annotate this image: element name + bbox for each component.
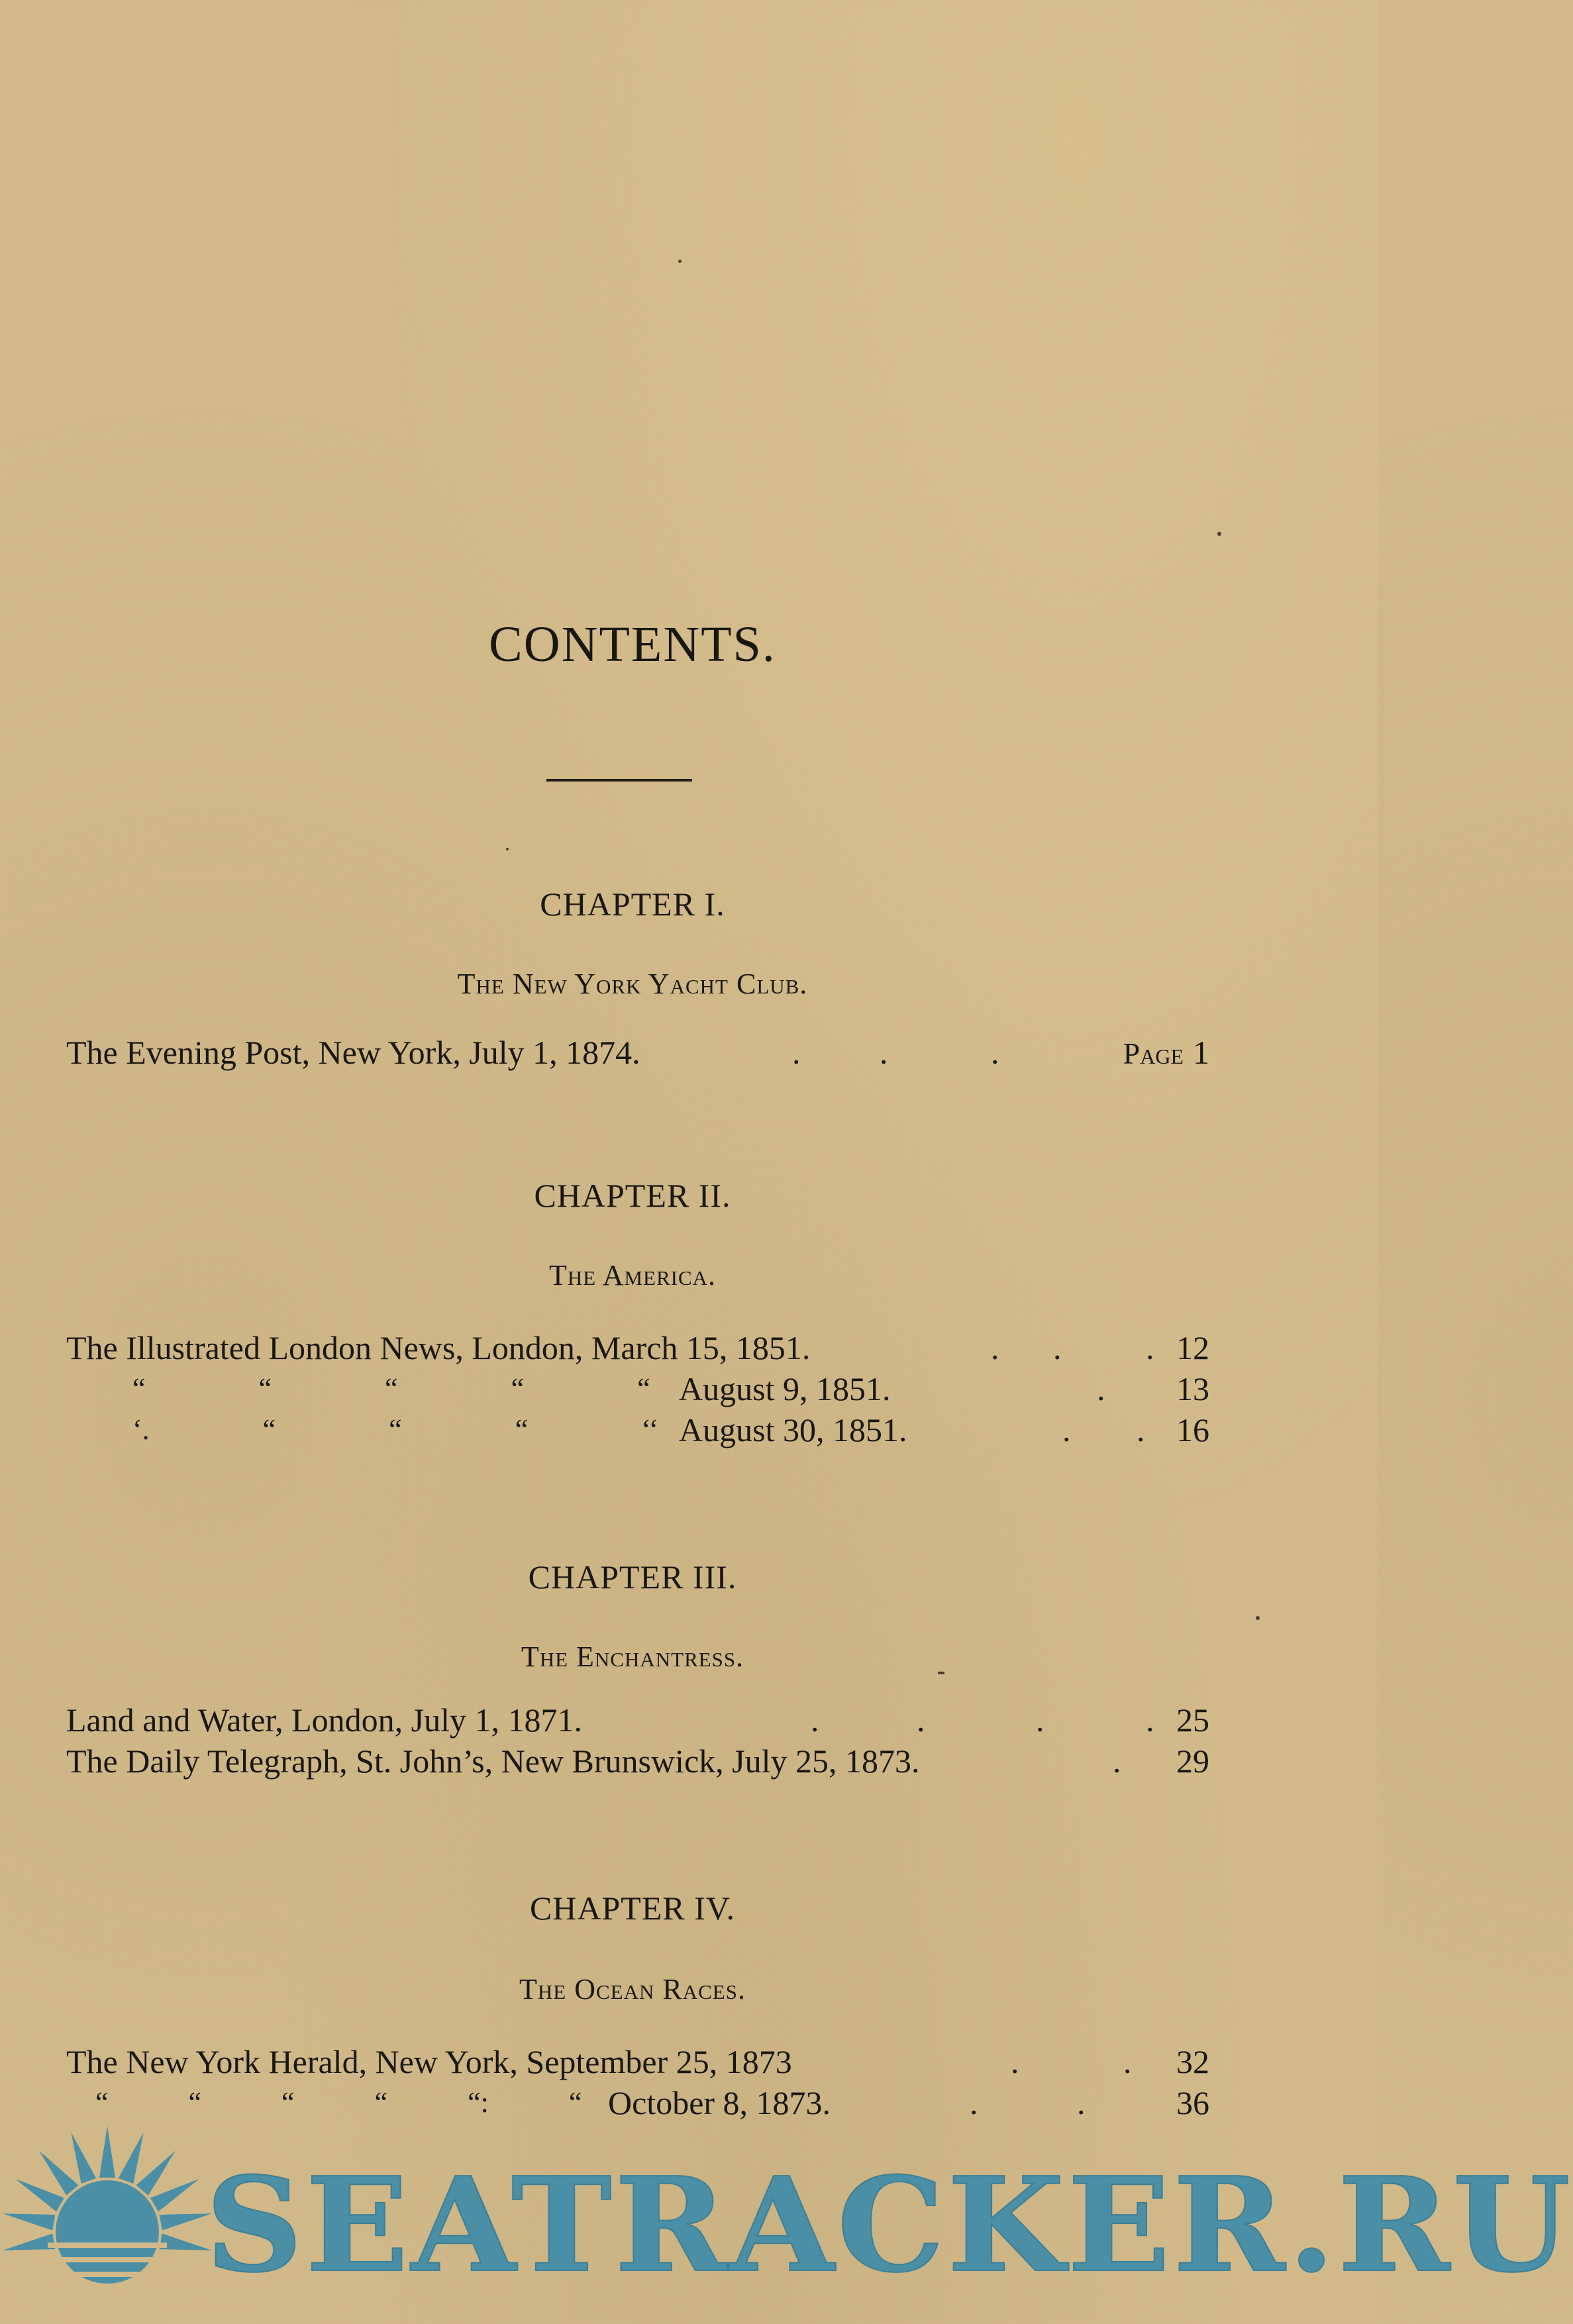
entry-source: The Illustrated London News, London, March 15, 1851. [66, 1329, 811, 1366]
paper-speck [678, 260, 682, 263]
leader-dot: . [1036, 1701, 1044, 1739]
leader-dot: . [1097, 1370, 1105, 1407]
leader-dot: . [1146, 1329, 1154, 1366]
leader-dot: . [880, 1034, 888, 1071]
entry-page: 36 [1176, 2084, 1209, 2121]
leader-dot: . [811, 1701, 819, 1739]
entry-source: October 8, 1873. [608, 2084, 831, 2121]
entry-page: 12 [1176, 1329, 1209, 1366]
paper-speck [506, 848, 509, 850]
entry-source: The New York Herald, New York, September 25, 1873 [66, 2043, 792, 2080]
entry-page: 32 [1176, 2043, 1209, 2080]
chapter-4-heading: CHAPTER IV. [529, 1890, 736, 1927]
entry-source: The Evening Post, New York, July 1, 1874. [66, 1034, 640, 1071]
sun-icon [8, 2126, 207, 2311]
toc-entry [66, 1368, 1209, 1409]
toc-entry [66, 1327, 1209, 1368]
chapter-2-subtitle: The America. [548, 1259, 717, 1291]
page-prefix: Page [1123, 1036, 1184, 1070]
entry-source: August 30, 1851. [679, 1411, 907, 1448]
page-number: 1 [1193, 1034, 1209, 1071]
site-watermark [0, 2106, 1573, 2324]
paper-speck [1256, 1616, 1260, 1620]
ditto-marks: “ “ “ “ “: “ [95, 2086, 582, 2119]
toc-entry [66, 1741, 1209, 1782]
toc-entry [66, 1699, 1209, 1741]
leader-dot: . [991, 1034, 999, 1071]
leader-dot: . [917, 1701, 925, 1739]
leader-dot: . [991, 1329, 999, 1366]
watermark-text: SEATRACKER.RU [205, 2149, 1573, 2301]
ditto-marks: ‘. “ “ “ ‘‘ [132, 1413, 659, 1446]
leader-dot: . [792, 1034, 801, 1071]
chapter-4-subtitle: The Ocean Races. [519, 1973, 746, 2005]
entry-page: 13 [1176, 1370, 1209, 1407]
leader-dot: . [1123, 2043, 1132, 2080]
chapter-1-subtitle: The New York Yacht Club. [457, 968, 808, 1000]
leader-dot: . [1113, 1743, 1121, 1780]
leader-dot: . [1146, 1701, 1154, 1739]
title-rule [546, 779, 692, 782]
entry-source: Land and Water, London, July 1, 1871. [66, 1701, 583, 1739]
toc-entry [66, 1409, 1209, 1450]
ditto-marks: “ “ “ “ “ [132, 1372, 650, 1405]
leader-dot: . [1077, 2084, 1086, 2121]
paper-speck [938, 1672, 944, 1674]
entry-source: August 9, 1851. [679, 1370, 891, 1407]
entry-page: 29 [1176, 1743, 1209, 1780]
entry-source: The Daily Telegraph, St. John’s, New Brunswick, July 25, 1873. [66, 1743, 920, 1780]
entry-page [1123, 1032, 1209, 1074]
toc-entry [66, 2041, 1209, 2082]
chapter-3-heading: CHAPTER III. [528, 1558, 737, 1595]
paper-speck [1217, 532, 1221, 536]
leader-dot: . [1053, 1329, 1062, 1366]
page-title: CONTENTS. [489, 617, 776, 672]
chapter-3-subtitle: The Enchantress. [521, 1641, 744, 1673]
entry-page: 25 [1176, 1701, 1209, 1739]
chapter-1-heading: CHAPTER I. [540, 885, 725, 923]
leader-dot: . [1011, 2043, 1019, 2080]
leader-dot: . [1062, 1411, 1071, 1448]
leader-dot: . [970, 2084, 978, 2121]
entry-page: 16 [1176, 1411, 1209, 1448]
leader-dot: . [1137, 1411, 1145, 1448]
toc-entry [66, 1032, 1209, 1073]
chapter-2-heading: CHAPTER II. [534, 1177, 731, 1214]
